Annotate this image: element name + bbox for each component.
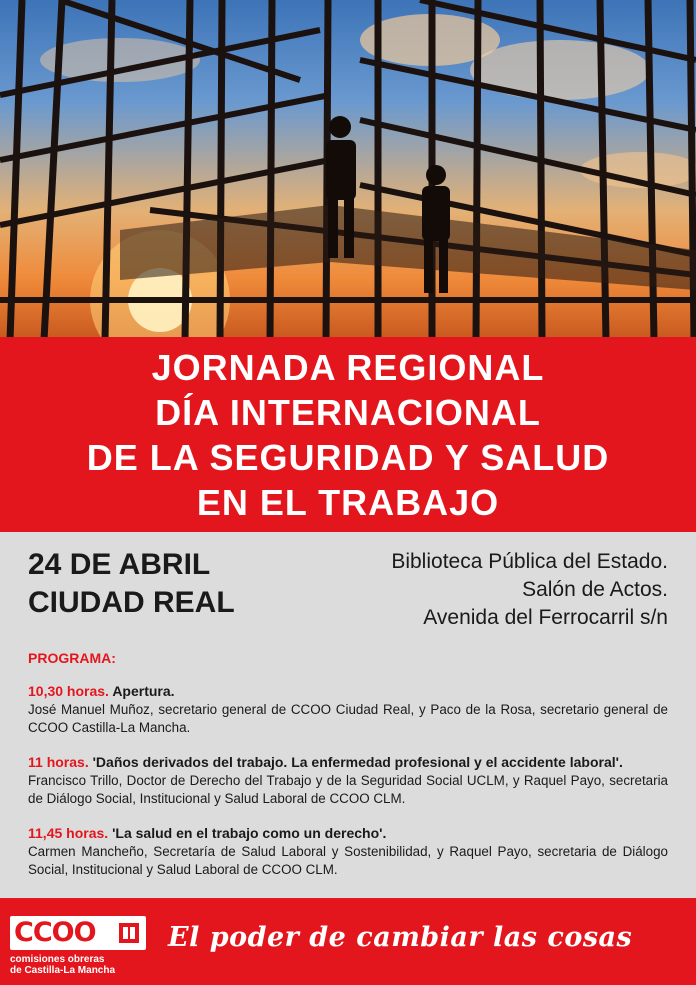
slogan: El poder de cambiar las cosas — [168, 922, 633, 953]
venue-line: Biblioteca Pública del Estado. — [391, 550, 668, 573]
hero-photo — [0, 0, 696, 340]
program-speakers: Carmen Mancheño, Secretaría de Salud Laboral y Sostenibilidad, y Raquel Payo, secretaria de Diálogo Social, Institucional y Salud Laboral de CCOO CLM. — [28, 844, 668, 877]
event-info — [0, 532, 696, 898]
logo-subtitle-line: de Castilla-La Mancha — [10, 965, 116, 976]
venue-line: Avenida del Ferrocarril s/n — [423, 606, 668, 629]
footer-band — [0, 898, 696, 985]
program-item-heading — [28, 682, 668, 701]
logo-subtitle — [10, 954, 115, 976]
scaffolding-illustration — [0, 0, 696, 340]
worker-silhouette-2 — [422, 165, 450, 293]
logo-text: CCOO — [14, 917, 96, 948]
ccoo-logo — [10, 916, 146, 950]
date-block — [28, 546, 235, 622]
program-speakers: Francisco Trillo, Doctor de Derecho del Trabajo y de la Seguridad Social UCLM, y Raquel Payo, secretaria de Diálogo Social, Institucional y Salud Laboral de CCOO CLM. — [28, 773, 668, 806]
title-line: DÍA INTERNACIONAL — [155, 391, 541, 433]
event-date: 24 DE ABRIL — [28, 548, 211, 581]
title-line: DE LA SEGURIDAD Y SALUD — [86, 436, 610, 478]
regional-emblem-icon — [118, 922, 140, 944]
program-speakers: José Manuel Muñoz, secretario general de CCOO Ciudad Real, y Paco de la Rosa, secretario general de CCOO Castilla-La Mancha. — [28, 702, 668, 735]
program-title: 'La salud en el trabajo como un derecho'. — [112, 825, 387, 841]
program-item-heading — [28, 824, 668, 843]
logo-subtitle-line: comisiones obreras — [10, 954, 105, 965]
program-list — [28, 682, 668, 895]
program-item — [28, 753, 668, 808]
program-title: 'Daños derivados del trabajo. La enfermedad profesional y el accidente laboral'. — [92, 754, 623, 770]
venue-line: Salón de Actos. — [522, 578, 668, 601]
program-item-heading — [28, 753, 668, 772]
title-banner — [0, 337, 696, 532]
program-item — [28, 682, 668, 737]
program-item — [28, 824, 668, 879]
title-line: EN EL TRABAJO — [196, 481, 500, 523]
venue-block — [391, 548, 668, 632]
event-city: CIUDAD REAL — [28, 586, 235, 619]
program-title: Apertura. — [112, 683, 175, 699]
program-time: 10,30 horas. — [28, 683, 109, 699]
program-time: 11,45 horas. — [28, 825, 109, 841]
program-time: 11 horas. — [28, 754, 89, 770]
title-line: JORNADA REGIONAL — [151, 346, 545, 388]
program-label: PROGRAMA: — [28, 650, 116, 666]
